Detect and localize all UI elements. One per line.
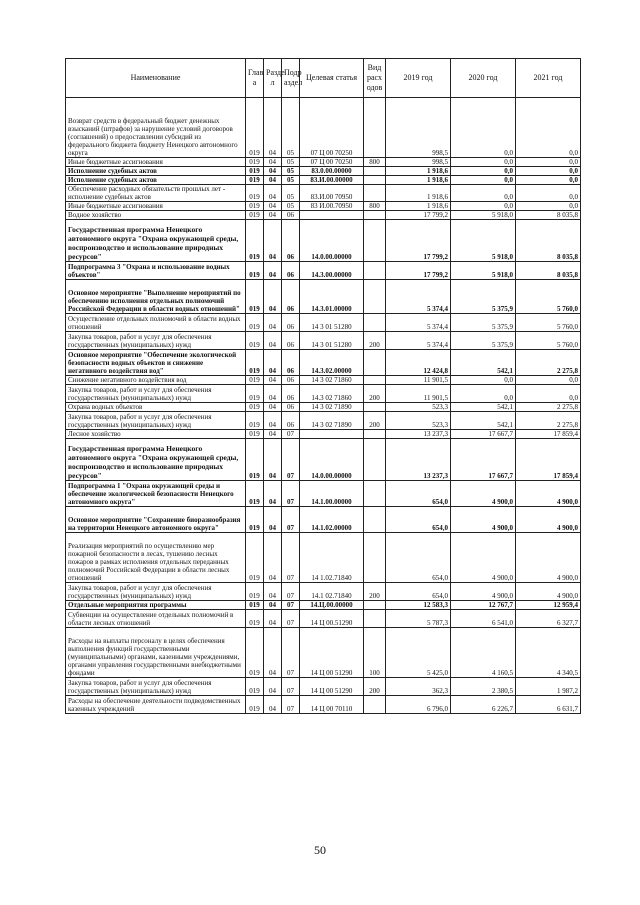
- table-row: [66, 439, 581, 481]
- row-value-2019: 17 799,2: [386, 220, 451, 262]
- row-razdel: 04: [264, 583, 282, 601]
- row-razdel: 04: [264, 280, 282, 314]
- row-name: Исполнение судебных актов: [66, 176, 246, 185]
- row-value-2019: 11 901,5: [386, 385, 451, 403]
- row-target-article: 14 3 02 71860: [300, 376, 364, 385]
- row-value-2020: 0,0: [451, 185, 516, 202]
- row-name: Субвенции на осуществление отдельных полномочий в области лесных отношений: [66, 610, 246, 628]
- header-year-2021: 2021 год: [516, 59, 581, 98]
- row-value-2019: 1 918,6: [386, 176, 451, 185]
- row-value-2019: 12 424,8: [386, 350, 451, 376]
- row-podrazdel: 06: [282, 211, 300, 220]
- row-value-2019: 5 425,0: [386, 628, 451, 678]
- row-value-2019: 362,3: [386, 678, 451, 696]
- row-podrazdel: 06: [282, 350, 300, 376]
- row-razdel: 04: [264, 176, 282, 185]
- row-razdel: 04: [264, 211, 282, 220]
- table-row: [66, 185, 581, 202]
- row-value-2019: 998,5: [386, 158, 451, 167]
- row-expense-type: [364, 376, 386, 385]
- row-razdel: 04: [264, 481, 282, 507]
- table-row: [66, 481, 581, 507]
- row-name: Лесное хозяйство: [66, 430, 246, 439]
- row-value-2019: 523,3: [386, 403, 451, 412]
- row-target-article: 14.Ц.00.00000: [300, 601, 364, 610]
- table-row: [66, 211, 581, 220]
- row-razdel: 04: [264, 220, 282, 262]
- row-target-article: 83.0.00.00000: [300, 167, 364, 176]
- row-value-2019: 17 799,2: [386, 262, 451, 280]
- row-expense-type: [364, 430, 386, 439]
- row-value-2020: 5 918,0: [451, 211, 516, 220]
- row-value-2021: 0,0: [516, 176, 581, 185]
- row-expense-type: [364, 533, 386, 583]
- row-value-2021: 8 035,8: [516, 220, 581, 262]
- row-razdel: 04: [264, 385, 282, 403]
- row-podrazdel: 06: [282, 314, 300, 332]
- row-value-2021: 0,0: [516, 98, 581, 158]
- row-value-2019: 523,3: [386, 412, 451, 430]
- row-name: Иные бюджетные ассигнования: [66, 202, 246, 211]
- row-podrazdel: 07: [282, 601, 300, 610]
- row-value-2020: 5 375,9: [451, 332, 516, 350]
- header-podrazdel: Подр аздел: [282, 59, 300, 98]
- row-name: Закупка товаров, работ и услуг для обеспечения государственных (муниципальных) нужд: [66, 678, 246, 696]
- row-expense-type: [364, 98, 386, 158]
- row-value-2021: 0,0: [516, 158, 581, 167]
- table-row: [66, 385, 581, 403]
- table-row: [66, 696, 581, 714]
- row-razdel: 04: [264, 439, 282, 481]
- row-name: Государственная программа Ненецкого автономного округа "Охрана окружающей среды, воспроизводство и использование природных ресурсов": [66, 439, 246, 481]
- row-target-article: 14.3.02.00000: [300, 350, 364, 376]
- row-name: Государственная программа Ненецкого автономного округа "Охрана окружающей среды, воспроизводство и использование природных ресурсов": [66, 220, 246, 262]
- row-podrazdel: 07: [282, 481, 300, 507]
- row-name: Закупка товаров, работ и услуг для обеспечения государственных (муниципальных) нужд: [66, 332, 246, 350]
- row-name: Основное мероприятие "Сохранение биоразнообразия на территории Ненецкого автономного округа": [66, 507, 246, 533]
- row-expense-type: 800: [364, 158, 386, 167]
- row-podrazdel: 07: [282, 430, 300, 439]
- table-row: [66, 601, 581, 610]
- row-podrazdel: 05: [282, 202, 300, 211]
- row-razdel: 04: [264, 98, 282, 158]
- row-value-2020: 5 375,9: [451, 314, 516, 332]
- row-value-2019: 5 374,4: [386, 280, 451, 314]
- row-value-2021: 4 900,0: [516, 583, 581, 601]
- row-razdel: 04: [264, 167, 282, 176]
- table-row: [66, 167, 581, 176]
- row-expense-type: [364, 211, 386, 220]
- row-expense-type: [364, 176, 386, 185]
- row-value-2020: 542,1: [451, 350, 516, 376]
- row-value-2020: 0,0: [451, 98, 516, 158]
- table-row: [66, 350, 581, 376]
- row-glava: 019: [246, 185, 264, 202]
- row-podrazdel: 07: [282, 628, 300, 678]
- row-podrazdel: 07: [282, 533, 300, 583]
- row-name: Реализация мероприятий по осуществлению мер пожарной безопасности в лесах, тушению лесных пожаров в рамках исполнения отдельных переданных полномочий Российской Федерации в области лесных отношений: [66, 533, 246, 583]
- row-glava: 019: [246, 176, 264, 185]
- row-value-2020: 0,0: [451, 202, 516, 211]
- row-name: Отдельные мероприятия программы: [66, 601, 246, 610]
- row-expense-type: [364, 696, 386, 714]
- row-name: Основное мероприятие "Выполнение мероприятий по обеспечению исполнения отдельных полномочий Российской Федерации в области водных отношений": [66, 280, 246, 314]
- row-value-2019: 654,0: [386, 507, 451, 533]
- row-target-article: 14 Ц 00 51290: [300, 678, 364, 696]
- row-podrazdel: 06: [282, 332, 300, 350]
- row-glava: 019: [246, 158, 264, 167]
- row-expense-type: [364, 262, 386, 280]
- row-name: Снижение негативного воздействия вод: [66, 376, 246, 385]
- table-row: [66, 533, 581, 583]
- row-expense-type: [364, 350, 386, 376]
- row-value-2020: 0,0: [451, 176, 516, 185]
- row-value-2021: 12 959,4: [516, 601, 581, 610]
- row-target-article: [300, 430, 364, 439]
- row-target-article: 14.3 02 71860: [300, 385, 364, 403]
- row-target-article: 83 И.00.70950: [300, 202, 364, 211]
- row-podrazdel: 07: [282, 696, 300, 714]
- row-target-article: [300, 211, 364, 220]
- row-expense-type: 200: [364, 385, 386, 403]
- row-podrazdel: 05: [282, 158, 300, 167]
- row-value-2021: 6 327,7: [516, 610, 581, 628]
- row-expense-type: [364, 280, 386, 314]
- row-value-2020: 0,0: [451, 376, 516, 385]
- row-expense-type: [364, 601, 386, 610]
- row-glava: 019: [246, 376, 264, 385]
- table-row: [66, 314, 581, 332]
- row-expense-type: [364, 403, 386, 412]
- row-podrazdel: 06: [282, 385, 300, 403]
- row-glava: 019: [246, 610, 264, 628]
- row-podrazdel: 07: [282, 610, 300, 628]
- row-razdel: 04: [264, 403, 282, 412]
- table-row: [66, 262, 581, 280]
- row-glava: 019: [246, 412, 264, 430]
- row-value-2019: 998,5: [386, 98, 451, 158]
- row-razdel: 04: [264, 533, 282, 583]
- row-podrazdel: 05: [282, 98, 300, 158]
- row-podrazdel: 05: [282, 167, 300, 176]
- row-target-article: 07 Ц 00 70250: [300, 158, 364, 167]
- row-target-article: 14 3 02 71890: [300, 403, 364, 412]
- row-razdel: 04: [264, 601, 282, 610]
- row-value-2019: 13 237,3: [386, 430, 451, 439]
- row-expense-type: [364, 481, 386, 507]
- row-razdel: 04: [264, 412, 282, 430]
- table-row: [66, 158, 581, 167]
- row-value-2021: 4 900,0: [516, 507, 581, 533]
- row-value-2021: 5 760,0: [516, 280, 581, 314]
- row-value-2019: 1 918,6: [386, 185, 451, 202]
- table-row: [66, 610, 581, 628]
- row-podrazdel: 07: [282, 583, 300, 601]
- row-value-2020: 2 380,5: [451, 678, 516, 696]
- header-glava: Глав а: [246, 59, 264, 98]
- row-glava: 019: [246, 211, 264, 220]
- row-value-2021: 4 340,5: [516, 628, 581, 678]
- row-expense-type: [364, 507, 386, 533]
- row-glava: 019: [246, 601, 264, 610]
- row-name: Возврат средств в федеральный бюджет денежных взысканий (штрафов) за нарушение условий договоров (соглашений) о предоставлении субсидий из федерального бюджета бюджету Ненецкого автономного округа: [66, 98, 246, 158]
- row-name: Подпрограмма 3 "Охрана и использование водных объектов": [66, 262, 246, 280]
- row-value-2020: 4 160,5: [451, 628, 516, 678]
- row-name: Подпрограмма 1 "Охрана окружающей среды и обеспечение экологической безопасности Ненецкого автономного округа": [66, 481, 246, 507]
- row-glava: 019: [246, 628, 264, 678]
- row-value-2021: 0,0: [516, 385, 581, 403]
- row-expense-type: [364, 439, 386, 481]
- row-target-article: 14.1.02.00000: [300, 507, 364, 533]
- row-value-2019: 6 796,0: [386, 696, 451, 714]
- row-expense-type: 800: [364, 202, 386, 211]
- row-value-2020: 4 900,0: [451, 481, 516, 507]
- budget-table-container: [65, 58, 580, 714]
- header-razdel: Разде л: [264, 59, 282, 98]
- row-target-article: 83.И.00.00000: [300, 176, 364, 185]
- table-row: [66, 98, 581, 158]
- row-name: Расходы на выплаты персоналу в целях обеспечения выполнения функций государственными (муниципальными) органами, казенными учреждениями, органами управления государственными внебюджетными фондами: [66, 628, 246, 678]
- row-razdel: 04: [264, 430, 282, 439]
- row-target-article: 14.0.00.00000: [300, 439, 364, 481]
- row-glava: 019: [246, 507, 264, 533]
- row-target-article: 14.1 02.71840: [300, 583, 364, 601]
- header-expense-type: Вид расх одов: [364, 59, 386, 98]
- row-value-2021: 0,0: [516, 202, 581, 211]
- row-podrazdel: 07: [282, 678, 300, 696]
- row-value-2019: 12 583,3: [386, 601, 451, 610]
- row-razdel: 04: [264, 158, 282, 167]
- row-target-article: 14.0.00.00000: [300, 220, 364, 262]
- row-value-2020: 5 918,0: [451, 262, 516, 280]
- row-expense-type: 200: [364, 332, 386, 350]
- row-value-2021: 2 275,8: [516, 403, 581, 412]
- row-value-2021: 2 275,8: [516, 412, 581, 430]
- row-name: Осуществление отдельных полномочий в области водных отношений: [66, 314, 246, 332]
- row-value-2021: 8 035,8: [516, 262, 581, 280]
- row-glava: 019: [246, 98, 264, 158]
- row-glava: 019: [246, 678, 264, 696]
- row-value-2019: 13 237,3: [386, 439, 451, 481]
- row-target-article: 14 Ц 00 51290: [300, 628, 364, 678]
- row-expense-type: [364, 314, 386, 332]
- row-podrazdel: 06: [282, 220, 300, 262]
- row-value-2020: 17 667,7: [451, 439, 516, 481]
- row-name: Обеспечение расходных обязательств прошлых лет - исполнение судебных актов: [66, 185, 246, 202]
- budget-table: [65, 58, 581, 714]
- row-value-2020: 4 900,0: [451, 583, 516, 601]
- header-target-article: Целевая статья: [300, 59, 364, 98]
- page-number: 50: [314, 843, 326, 857]
- row-value-2021: 0,0: [516, 185, 581, 202]
- row-target-article: 14 3 01 51280: [300, 314, 364, 332]
- row-glava: 019: [246, 220, 264, 262]
- row-expense-type: 200: [364, 583, 386, 601]
- row-value-2020: 6 226,7: [451, 696, 516, 714]
- row-glava: 019: [246, 280, 264, 314]
- row-value-2020: 12 767,7: [451, 601, 516, 610]
- row-glava: 019: [246, 583, 264, 601]
- row-name: Иные бюджетные ассигнования: [66, 158, 246, 167]
- row-razdel: 04: [264, 507, 282, 533]
- row-glava: 019: [246, 430, 264, 439]
- row-expense-type: 200: [364, 678, 386, 696]
- row-value-2019: 17 799,2: [386, 211, 451, 220]
- row-value-2020: 4 900,0: [451, 533, 516, 583]
- row-value-2020: 5 918,0: [451, 220, 516, 262]
- row-value-2019: 5 374,4: [386, 314, 451, 332]
- table-row: [66, 332, 581, 350]
- table-row: [66, 376, 581, 385]
- row-podrazdel: 06: [282, 280, 300, 314]
- row-podrazdel: 07: [282, 439, 300, 481]
- row-value-2020: 6 541,0: [451, 610, 516, 628]
- row-expense-type: [364, 167, 386, 176]
- row-podrazdel: 06: [282, 412, 300, 430]
- row-glava: 019: [246, 533, 264, 583]
- row-value-2020: 542,1: [451, 403, 516, 412]
- row-value-2020: 0,0: [451, 167, 516, 176]
- row-glava: 019: [246, 314, 264, 332]
- row-value-2021: 6 631,7: [516, 696, 581, 714]
- row-razdel: 04: [264, 678, 282, 696]
- row-value-2021: 4 900,0: [516, 533, 581, 583]
- row-name: Водное хозяйство: [66, 211, 246, 220]
- row-name: Основное мероприятие "Обеспечение экологической безопасности водных объектов и снижение негативного воздействия вод": [66, 350, 246, 376]
- row-name: Закупка товаров, работ и услуг для обеспечения государственных (муниципальных) нужд: [66, 583, 246, 601]
- row-value-2019: 11 901,5: [386, 376, 451, 385]
- row-target-article: 14 Ц 00.51290: [300, 610, 364, 628]
- row-razdel: 04: [264, 262, 282, 280]
- table-row: [66, 403, 581, 412]
- row-glava: 019: [246, 167, 264, 176]
- row-target-article: 14.1.00.00000: [300, 481, 364, 507]
- row-target-article: 14 3 01 51280: [300, 332, 364, 350]
- row-podrazdel: 06: [282, 376, 300, 385]
- row-razdel: 04: [264, 332, 282, 350]
- row-podrazdel: 05: [282, 185, 300, 202]
- row-name: Расходы на обеспечение деятельности подведомственных казенных учреждений: [66, 696, 246, 714]
- row-podrazdel: 07: [282, 507, 300, 533]
- table-row: [66, 220, 581, 262]
- row-value-2021: 0,0: [516, 376, 581, 385]
- row-value-2020: 17 667,7: [451, 430, 516, 439]
- row-name: Исполнение судебных актов: [66, 167, 246, 176]
- row-glava: 019: [246, 262, 264, 280]
- row-value-2019: 1 918,6: [386, 202, 451, 211]
- row-value-2019: 654,0: [386, 583, 451, 601]
- row-value-2021: 4 900,0: [516, 481, 581, 507]
- row-value-2021: 1 987,2: [516, 678, 581, 696]
- row-value-2021: 5 760,0: [516, 332, 581, 350]
- row-glava: 019: [246, 332, 264, 350]
- table-row: [66, 412, 581, 430]
- row-razdel: 04: [264, 314, 282, 332]
- row-podrazdel: 05: [282, 176, 300, 185]
- row-glava: 019: [246, 385, 264, 403]
- header-name: Наименование: [66, 59, 246, 98]
- row-value-2021: 0,0: [516, 167, 581, 176]
- row-value-2019: 654,0: [386, 481, 451, 507]
- table-row: [66, 430, 581, 439]
- row-glava: 019: [246, 481, 264, 507]
- row-razdel: 04: [264, 610, 282, 628]
- row-target-article: 14.3.01.00000: [300, 280, 364, 314]
- row-value-2020: 0,0: [451, 385, 516, 403]
- row-value-2021: 17 859,4: [516, 439, 581, 481]
- row-value-2019: 5 787,3: [386, 610, 451, 628]
- table-row: [66, 202, 581, 211]
- table-row: [66, 583, 581, 601]
- row-value-2020: 542,1: [451, 412, 516, 430]
- row-target-article: 14 Ц 00 70110: [300, 696, 364, 714]
- row-value-2021: 8 035,8: [516, 211, 581, 220]
- row-value-2021: 17 859,4: [516, 430, 581, 439]
- row-glava: 019: [246, 696, 264, 714]
- row-glava: 019: [246, 403, 264, 412]
- table-row: [66, 507, 581, 533]
- table-row: [66, 176, 581, 185]
- row-value-2019: 654,0: [386, 533, 451, 583]
- row-expense-type: 200: [364, 412, 386, 430]
- row-value-2021: 5 760,0: [516, 314, 581, 332]
- row-target-article: 83.И.00 70950: [300, 185, 364, 202]
- row-name: Закупка товаров, работ и услуг для обеспечения государственных (муниципальных) нужд: [66, 385, 246, 403]
- table-row: [66, 280, 581, 314]
- row-target-article: 14 3 02 71890: [300, 412, 364, 430]
- row-value-2020: 0,0: [451, 158, 516, 167]
- row-target-article: 14 1.02.71840: [300, 533, 364, 583]
- row-value-2020: 4 900,0: [451, 507, 516, 533]
- row-target-article: 07 Ц 00 70250: [300, 98, 364, 158]
- row-value-2019: 5 374,4: [386, 332, 451, 350]
- row-name: Охрана водных объектов: [66, 403, 246, 412]
- row-podrazdel: 06: [282, 262, 300, 280]
- row-glava: 019: [246, 350, 264, 376]
- row-name: Закупка товаров, работ и услуг для обеспечения государственных (муниципальных) нужд: [66, 412, 246, 430]
- row-expense-type: [364, 610, 386, 628]
- header-year-2020: 2020 год: [451, 59, 516, 98]
- row-expense-type: 100: [364, 628, 386, 678]
- row-expense-type: [364, 185, 386, 202]
- table-header-row: [66, 59, 581, 98]
- row-glava: 019: [246, 439, 264, 481]
- row-razdel: 04: [264, 376, 282, 385]
- row-podrazdel: 06: [282, 403, 300, 412]
- row-expense-type: [364, 220, 386, 262]
- row-target-article: 14.3.00.00000: [300, 262, 364, 280]
- row-razdel: 04: [264, 202, 282, 211]
- row-razdel: 04: [264, 628, 282, 678]
- row-razdel: 04: [264, 185, 282, 202]
- row-glava: 019: [246, 202, 264, 211]
- table-row: [66, 678, 581, 696]
- row-value-2021: 2 275,8: [516, 350, 581, 376]
- row-razdel: 04: [264, 350, 282, 376]
- header-year-2019: 2019 год: [386, 59, 451, 98]
- table-row: [66, 628, 581, 678]
- row-value-2020: 5 375,9: [451, 280, 516, 314]
- row-value-2019: 1 918,6: [386, 167, 451, 176]
- row-razdel: 04: [264, 696, 282, 714]
